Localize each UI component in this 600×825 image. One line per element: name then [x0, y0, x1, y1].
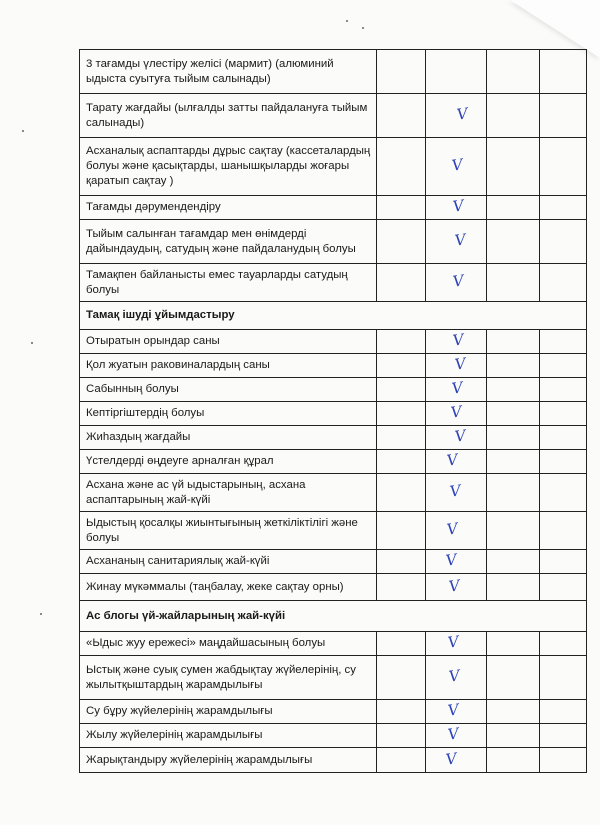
compliance-cell [425, 700, 487, 724]
empty-cell [377, 354, 425, 378]
empty-cell [377, 574, 425, 601]
empty-cell [487, 700, 539, 724]
empty-cell [539, 450, 586, 474]
requirement-text: Жинау мүкәммалы (таңбалау, жеке сақтау орны) [80, 574, 377, 601]
empty-cell [487, 748, 539, 773]
empty-cell [539, 474, 586, 512]
compliance-cell [425, 426, 487, 450]
handwritten-check-mark: V [445, 550, 459, 570]
empty-cell [487, 50, 539, 94]
table-row [80, 378, 587, 402]
handwritten-check-mark: V [450, 402, 464, 422]
empty-cell [539, 550, 586, 574]
handwritten-check-mark: V [454, 426, 468, 446]
handwritten-check-mark: V [449, 481, 463, 501]
table-row [80, 724, 587, 748]
table-row [80, 512, 587, 550]
empty-cell [539, 138, 586, 196]
compliance-cell [425, 574, 487, 601]
requirement-text: 3 тағамды үлестіру желісі (мармит) (алюминий ыдыста суытуға тыйым салынады) [80, 50, 377, 94]
requirement-text: Жылу жүйелерінің жарамдылығы [80, 724, 377, 748]
compliance-cell [425, 94, 487, 138]
table-row [80, 196, 587, 220]
requirement-text: Жиһаздың жағдайы [80, 426, 377, 450]
requirement-text: «Ыдыс жуу ережесі» маңдайшасының болуы [80, 632, 377, 656]
table-row [80, 574, 587, 601]
compliance-cell [425, 632, 487, 656]
scan-speck [346, 20, 348, 22]
empty-cell [487, 220, 539, 264]
compliance-cell [425, 264, 487, 302]
empty-cell [377, 196, 425, 220]
handwritten-check-mark: V [452, 271, 466, 291]
requirement-text: Асхана және ас үй ыдыстарының, асхана аспаптарының жай-күйі [80, 474, 377, 512]
table-row [80, 550, 587, 574]
empty-cell [539, 220, 586, 264]
table-row [80, 330, 587, 354]
handwritten-check-mark: V [446, 519, 460, 539]
handwritten-check-mark: V [451, 378, 465, 398]
empty-cell [539, 330, 586, 354]
table-row [80, 700, 587, 724]
empty-cell [487, 196, 539, 220]
requirement-text: Су бұру жүйелерінің жарамдылығы [80, 700, 377, 724]
empty-cell [539, 196, 586, 220]
empty-cell [377, 724, 425, 748]
requirement-text: Кептіргіштердің болуы [80, 402, 377, 426]
handwritten-check-mark: V [454, 230, 468, 250]
empty-cell [377, 700, 425, 724]
requirement-text: Тамақпен байланысты емес тауарларды сатудың болуы [80, 264, 377, 302]
handwritten-check-mark: V [452, 196, 466, 216]
empty-cell [377, 330, 425, 354]
handwritten-check-mark: V [452, 330, 466, 350]
requirement-text: Ыдыстың қосалқы жиынтығының жеткіліктілігі және болуы [80, 512, 377, 550]
table-row [80, 656, 587, 700]
empty-cell [377, 50, 425, 94]
requirement-text: Тарату жағдайы (ылғалды затты пайдалануға тыйым салынады) [80, 94, 377, 138]
table-row [80, 220, 587, 264]
empty-cell [377, 138, 425, 196]
empty-cell [539, 354, 586, 378]
empty-cell [487, 550, 539, 574]
empty-cell [377, 550, 425, 574]
compliance-cell [425, 550, 487, 574]
empty-cell [487, 330, 539, 354]
compliance-cell [425, 656, 487, 700]
requirement-text: Тағамды дәрумендендіру [80, 196, 377, 220]
scan-speck [40, 613, 42, 615]
section-row [80, 601, 587, 632]
empty-cell [377, 474, 425, 512]
empty-cell [487, 378, 539, 402]
empty-cell [487, 354, 539, 378]
compliance-cell [425, 196, 487, 220]
scan-speck [362, 27, 364, 29]
compliance-cell [425, 474, 487, 512]
compliance-cell [425, 748, 487, 773]
empty-cell [539, 656, 586, 700]
table-row [80, 474, 587, 512]
empty-cell [487, 138, 539, 196]
empty-cell [487, 264, 539, 302]
empty-cell [377, 402, 425, 426]
empty-cell [487, 632, 539, 656]
empty-cell [487, 450, 539, 474]
compliance-cell [425, 330, 487, 354]
handwritten-check-mark: V [445, 748, 459, 769]
compliance-cell [425, 402, 487, 426]
empty-cell [487, 94, 539, 138]
checklist-table [79, 49, 587, 773]
requirement-text: Отыратын орындар саны [80, 330, 377, 354]
empty-cell [539, 724, 586, 748]
empty-cell [539, 574, 586, 601]
section-row [80, 302, 587, 330]
empty-cell [487, 656, 539, 700]
requirement-text: Жарықтандыру жүйелерінің жарамдылығы [80, 748, 377, 773]
table-row [80, 264, 587, 302]
checklist-body [80, 50, 587, 773]
empty-cell [377, 450, 425, 474]
table-row [80, 138, 587, 196]
empty-cell [377, 264, 425, 302]
handwritten-check-mark: V [451, 155, 465, 175]
requirement-text: Үстелдерді өңдеуге арналған құрал [80, 450, 377, 474]
section-title: Тамақ ішуді ұйымдастыру [80, 302, 587, 330]
requirement-text: Сабынның болуы [80, 378, 377, 402]
empty-cell [377, 632, 425, 656]
empty-cell [377, 748, 425, 773]
handwritten-check-mark: V [448, 666, 462, 686]
handwritten-check-mark: V [454, 354, 468, 374]
compliance-cell [425, 512, 487, 550]
empty-cell [539, 632, 586, 656]
table-row [80, 50, 587, 94]
table-row [80, 450, 587, 474]
table-row [80, 748, 587, 773]
empty-cell [377, 426, 425, 450]
scan-speck [22, 130, 24, 132]
empty-cell [539, 402, 586, 426]
handwritten-check-mark: V [456, 104, 470, 124]
empty-cell [539, 264, 586, 302]
empty-cell [539, 94, 586, 138]
requirement-text: Ыстық және суық сумен жабдықтау жүйелерінің, су жылытқыштардың жарамдылығы [80, 656, 377, 700]
empty-cell [377, 512, 425, 550]
empty-cell [539, 426, 586, 450]
table-row [80, 94, 587, 138]
handwritten-check-mark: V [446, 450, 460, 470]
compliance-cell [425, 450, 487, 474]
compliance-cell [425, 50, 487, 94]
empty-cell [539, 378, 586, 402]
empty-cell [487, 474, 539, 512]
compliance-cell [425, 354, 487, 378]
empty-cell [377, 656, 425, 700]
empty-cell [377, 220, 425, 264]
table-row [80, 354, 587, 378]
requirement-text: Тыйым салынған тағамдар мен өнімдерді дайындаудың, сатудың және пайдаланудың болуы [80, 220, 377, 264]
empty-cell [487, 724, 539, 748]
compliance-cell [425, 138, 487, 196]
table-row [80, 402, 587, 426]
empty-cell [539, 748, 586, 773]
requirement-text: Асханалық аспаптарды дұрыс сақтау (кассеталардың болуы және қасықтарды, шанышқыларды жоғары қаратып сақтау ) [80, 138, 377, 196]
requirement-text: Қол жуатын раковиналардың саны [80, 354, 377, 378]
empty-cell [539, 50, 586, 94]
handwritten-check-mark: V [448, 575, 462, 596]
table-row [80, 426, 587, 450]
empty-cell [487, 574, 539, 601]
empty-cell [377, 378, 425, 402]
empty-cell [487, 402, 539, 426]
empty-cell [539, 700, 586, 724]
table-row [80, 632, 587, 656]
compliance-cell [425, 220, 487, 264]
handwritten-check-mark: V [447, 700, 461, 720]
empty-cell [487, 512, 539, 550]
requirement-text: Асхананың санитариялық жай-күйі [80, 550, 377, 574]
compliance-cell [425, 378, 487, 402]
compliance-cell [425, 724, 487, 748]
handwritten-check-mark: V [447, 724, 461, 744]
section-title: Ас блогы үй-жайларының жай-күйі [80, 601, 587, 632]
empty-cell [487, 426, 539, 450]
scan-speck [31, 342, 33, 344]
empty-cell [539, 512, 586, 550]
handwritten-check-mark: V [447, 632, 461, 652]
empty-cell [377, 94, 425, 138]
